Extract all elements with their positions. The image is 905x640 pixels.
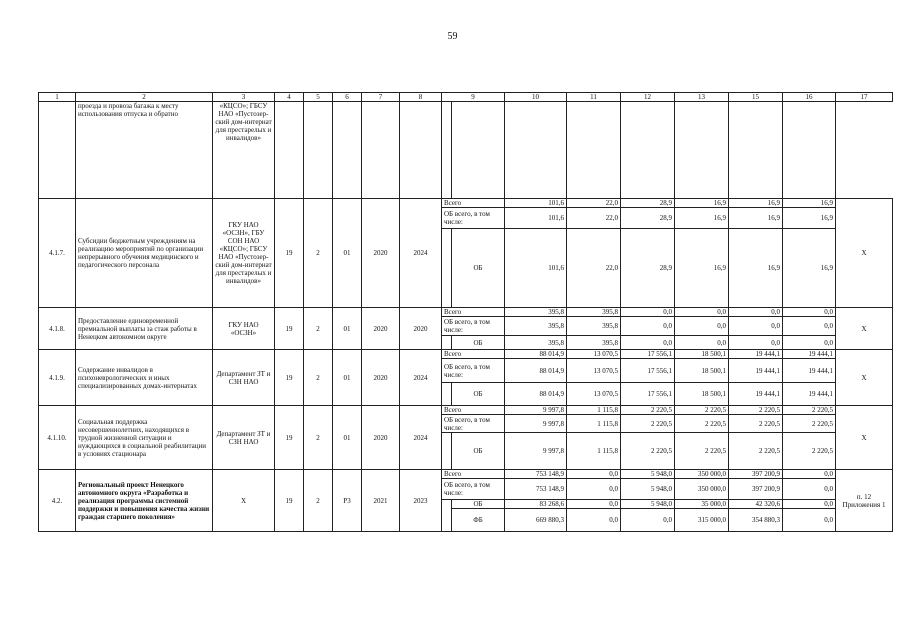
executor: Департамент ЗТ и СЗН НАО — [213, 350, 275, 406]
header-cell: 7 — [362, 93, 400, 102]
page-number: 59 — [447, 31, 458, 42]
amount-cell: 19 444,1 — [729, 359, 783, 383]
amount-cell: 88 014,9 — [505, 383, 567, 406]
code-cell: 2024 — [400, 406, 442, 470]
amount-cell: 0,0 — [567, 500, 621, 509]
amount-cell: 16,9 — [783, 229, 836, 308]
measure-name: Субсидии бюджетным учреждениям на реализацию мероприятий по организации непрерывного обучения медицинского и педагогического персонала — [76, 199, 213, 308]
amount-cell: 19 444,1 — [729, 350, 783, 359]
amount-cell: 0,0 — [783, 509, 836, 532]
funding-label: Всего — [442, 308, 505, 317]
row-number: 4.1.9. — [39, 350, 76, 406]
funding-label: ОБ всего, в том числе: — [442, 208, 505, 229]
code-cell: 2024 — [400, 199, 442, 308]
funding-label: ОБ — [452, 336, 505, 350]
header-cell: 11 — [567, 93, 621, 102]
code-cell: 2 — [304, 308, 333, 350]
measure-name: Региональный проект Ненецкого автономного округа «Разработка и реализация программы системной поддержки и повышения качества жизни граждан старшего поколения» — [76, 470, 213, 532]
amount-cell: 0,0 — [567, 509, 621, 532]
table-cell — [621, 102, 675, 199]
amount-cell: 2 220,5 — [783, 406, 836, 415]
amount-cell: 0,0 — [621, 308, 675, 317]
amount-cell: 0,0 — [783, 500, 836, 509]
amount-cell: 2 220,5 — [675, 406, 729, 415]
amount-cell: 395,8 — [567, 308, 621, 317]
amount-cell: 354 880,3 — [729, 509, 783, 532]
table-cell — [39, 102, 76, 199]
amount-cell: 2 220,5 — [783, 415, 836, 433]
amount-cell: 16,9 — [675, 199, 729, 208]
amount-cell: 1 115,8 — [567, 433, 621, 470]
funding-label: ОБ — [452, 383, 505, 406]
measure-name: Предоставление единовременной премиальной выплаты за стаж работы в Ненецком автономном округе — [76, 308, 213, 350]
amount-cell: 17 556,1 — [621, 383, 675, 406]
code-cell: 01 — [333, 308, 362, 350]
code-cell: 2020 — [362, 308, 400, 350]
amount-cell: 101,6 — [505, 208, 567, 229]
header-cell: 2 — [76, 93, 213, 102]
amount-cell: 16,9 — [783, 208, 836, 229]
measure-name: Социальная поддержка несовершеннолетних, находящихся в трудной жизненной ситуации и нуждающихся в социальной реабилитации в условиях стационара — [76, 406, 213, 470]
code-cell: 01 — [333, 199, 362, 308]
executor: ГКУ НАО «ОСЗН» — [213, 308, 275, 350]
code-cell: 2021 — [362, 470, 400, 532]
executor: Департамент ЗТ и СЗН НАО — [213, 406, 275, 470]
table-row — [39, 308, 893, 317]
table-row — [39, 350, 893, 359]
table-row — [39, 102, 893, 199]
amount-cell: 0,0 — [729, 317, 783, 336]
funding-label: ОБ всего, в том числе: — [442, 359, 505, 383]
funding-label: ОБ — [452, 229, 505, 308]
note-cell: п. 12 Приложения 1 — [836, 470, 893, 532]
amount-cell: 22,0 — [567, 229, 621, 308]
code-cell: 19 — [275, 199, 304, 308]
amount-cell: 0,0 — [783, 336, 836, 350]
amount-cell: 2 220,5 — [621, 415, 675, 433]
amount-cell: 753 148,9 — [505, 479, 567, 500]
funding-label: Всего — [442, 406, 505, 415]
amount-cell: 0,0 — [567, 479, 621, 500]
header-cell: 12 — [621, 93, 675, 102]
table-cell — [505, 102, 567, 199]
amount-cell: 88 014,9 — [505, 359, 567, 383]
amount-cell: 9 997,8 — [505, 406, 567, 415]
amount-cell: 22,0 — [567, 208, 621, 229]
funding-label: ОБ — [452, 433, 505, 470]
amount-cell: 28,9 — [621, 229, 675, 308]
amount-cell: 16,9 — [783, 199, 836, 208]
amount-cell: 395,8 — [505, 317, 567, 336]
amount-cell: 0,0 — [675, 336, 729, 350]
code-cell: 19 — [275, 350, 304, 406]
table-row — [39, 199, 893, 208]
funding-label: Всего — [442, 470, 505, 479]
code-cell: 2024 — [400, 350, 442, 406]
indent-cell — [442, 500, 452, 532]
table-cell — [675, 102, 729, 199]
amount-cell: 13 070,5 — [567, 359, 621, 383]
amount-cell: 0,0 — [621, 336, 675, 350]
executor: «КЦСО»; ГБСУ НАО «Пустозер-ский дом-интернат для престарелых и инвалидов» — [213, 102, 275, 199]
amount-cell: 2 220,5 — [621, 406, 675, 415]
header-cell: 15 — [729, 93, 783, 102]
code-cell: 2020 — [362, 350, 400, 406]
amount-cell: 28,9 — [621, 208, 675, 229]
amount-cell: 350 000,0 — [675, 479, 729, 500]
code-cell: 2 — [304, 350, 333, 406]
amount-cell: 17 556,1 — [621, 359, 675, 383]
note-cell: Х — [836, 350, 893, 406]
header-cell: 3 — [213, 93, 275, 102]
code-cell: Р3 — [333, 470, 362, 532]
header-cell: 1 — [39, 93, 76, 102]
amount-cell: 5 948,0 — [621, 500, 675, 509]
amount-cell: 101,6 — [505, 199, 567, 208]
funding-label: Всего — [442, 350, 505, 359]
funding-label: Всего — [442, 199, 505, 208]
funding-label: ОБ всего, в том числе: — [442, 479, 505, 500]
funding-label: ОБ всего, в том числе: — [442, 415, 505, 433]
amount-cell: 2 220,5 — [675, 415, 729, 433]
indent-cell — [442, 229, 452, 308]
amount-cell: 0,0 — [729, 308, 783, 317]
amount-cell: 88 014,9 — [505, 350, 567, 359]
table-cell — [400, 102, 442, 199]
table-row — [39, 406, 893, 415]
code-cell: 19 — [275, 470, 304, 532]
code-cell: 2020 — [362, 406, 400, 470]
amount-cell: 2 220,5 — [783, 433, 836, 470]
note-cell: Х — [836, 406, 893, 470]
funding-label: ОБ всего, в том числе: — [442, 317, 505, 336]
header-cell: 5 — [304, 93, 333, 102]
amount-cell: 0,0 — [729, 336, 783, 350]
row-number: 4.1.8. — [39, 308, 76, 350]
code-cell: 2 — [304, 199, 333, 308]
amount-cell: 0,0 — [783, 308, 836, 317]
note-cell: Х — [836, 199, 893, 308]
amount-cell: 397 200,9 — [729, 479, 783, 500]
code-cell: 2020 — [362, 199, 400, 308]
indent-cell — [442, 433, 452, 470]
amount-cell: 5 948,0 — [621, 470, 675, 479]
amount-cell: 2 220,5 — [675, 433, 729, 470]
code-cell: 2020 — [400, 308, 442, 350]
row-number: 4.1.10. — [39, 406, 76, 470]
amount-cell: 19 444,1 — [729, 383, 783, 406]
executor: Х — [213, 470, 275, 532]
table-cell — [362, 102, 400, 199]
table-cell — [452, 102, 505, 199]
amount-cell: 0,0 — [675, 317, 729, 336]
table-cell — [783, 102, 836, 199]
header-cell: 6 — [333, 93, 362, 102]
amount-cell: 2 220,5 — [729, 415, 783, 433]
amount-cell: 16,9 — [729, 229, 783, 308]
amount-cell: 395,8 — [567, 317, 621, 336]
amount-cell: 35 000,0 — [675, 500, 729, 509]
code-cell: 01 — [333, 350, 362, 406]
amount-cell: 16,9 — [729, 208, 783, 229]
amount-cell: 0,0 — [783, 470, 836, 479]
table-cell — [275, 102, 304, 199]
amount-cell: 19 444,1 — [783, 359, 836, 383]
table-cell — [729, 102, 783, 199]
code-cell: 2 — [304, 470, 333, 532]
amount-cell: 16,9 — [729, 199, 783, 208]
measure-name: проезда и провоза багажа к месту использования отпуска и обратно — [76, 102, 213, 199]
amount-cell: 395,8 — [505, 336, 567, 350]
code-cell: 01 — [333, 406, 362, 470]
amount-cell: 395,8 — [505, 308, 567, 317]
amount-cell: 0,0 — [567, 470, 621, 479]
table-cell — [442, 102, 452, 199]
amount-cell: 669 880,3 — [505, 509, 567, 532]
amount-cell: 17 556,1 — [621, 350, 675, 359]
amount-cell: 0,0 — [621, 509, 675, 532]
amount-cell: 13 070,5 — [567, 383, 621, 406]
executor: ГКУ НАО «ОСЗН», ГБУ СОН НАО «КЦСО»; ГБСУ НАО «Пустозер-ский дом-интернат для престарелых и инвалидов» — [213, 199, 275, 308]
row-number: 4.2. — [39, 470, 76, 532]
header-cell: 9 — [442, 93, 505, 102]
amount-cell: 83 268,6 — [505, 500, 567, 509]
amount-cell: 28,9 — [621, 199, 675, 208]
amount-cell: 0,0 — [783, 479, 836, 500]
note-cell: Х — [836, 308, 893, 350]
amount-cell: 2 220,5 — [729, 406, 783, 415]
indent-cell — [442, 383, 452, 406]
code-cell: 2 — [304, 406, 333, 470]
header-row — [39, 93, 893, 102]
amount-cell: 5 948,0 — [621, 479, 675, 500]
code-cell: 19 — [275, 308, 304, 350]
amount-cell: 315 000,0 — [675, 509, 729, 532]
funding-label: ФБ — [452, 509, 505, 532]
table-cell — [567, 102, 621, 199]
indent-cell — [442, 336, 452, 350]
amount-cell: 16,9 — [675, 229, 729, 308]
amount-cell: 1 115,8 — [567, 406, 621, 415]
amount-cell: 19 444,1 — [783, 383, 836, 406]
amount-cell: 16,9 — [675, 208, 729, 229]
table-row — [39, 470, 893, 479]
amount-cell: 101,6 — [505, 229, 567, 308]
budget-table — [38, 92, 893, 532]
amount-cell: 753 148,9 — [505, 470, 567, 479]
amount-cell: 42 320,6 — [729, 500, 783, 509]
amount-cell: 18 500,1 — [675, 350, 729, 359]
amount-cell: 13 070,5 — [567, 350, 621, 359]
header-cell: 8 — [400, 93, 442, 102]
amount-cell: 397 200,9 — [729, 470, 783, 479]
amount-cell: 19 444,1 — [783, 350, 836, 359]
amount-cell: 22,0 — [567, 199, 621, 208]
amount-cell: 395,8 — [567, 336, 621, 350]
row-number: 4.1.7. — [39, 199, 76, 308]
amount-cell: 0,0 — [783, 317, 836, 336]
amount-cell: 9 997,8 — [505, 415, 567, 433]
code-cell: 19 — [275, 406, 304, 470]
header-cell: 10 — [505, 93, 567, 102]
amount-cell: 0,0 — [621, 317, 675, 336]
amount-cell: 0,0 — [675, 308, 729, 317]
header-cell: 4 — [275, 93, 304, 102]
measure-name: Содержание инвалидов в психоневрологических и иных специализированных домах-интернатах — [76, 350, 213, 406]
amount-cell: 18 500,1 — [675, 383, 729, 406]
header-cell: 13 — [675, 93, 729, 102]
header-cell: 17 — [836, 93, 893, 102]
header-cell: 16 — [783, 93, 836, 102]
amount-cell: 350 000,0 — [675, 470, 729, 479]
table-cell — [333, 102, 362, 199]
amount-cell: 2 220,5 — [621, 433, 675, 470]
table-cell — [304, 102, 333, 199]
amount-cell: 18 500,1 — [675, 359, 729, 383]
funding-label: ОБ — [452, 500, 505, 509]
amount-cell: 9 997,8 — [505, 433, 567, 470]
amount-cell: 2 220,5 — [729, 433, 783, 470]
amount-cell: 1 115,8 — [567, 415, 621, 433]
code-cell: 2023 — [400, 470, 442, 532]
